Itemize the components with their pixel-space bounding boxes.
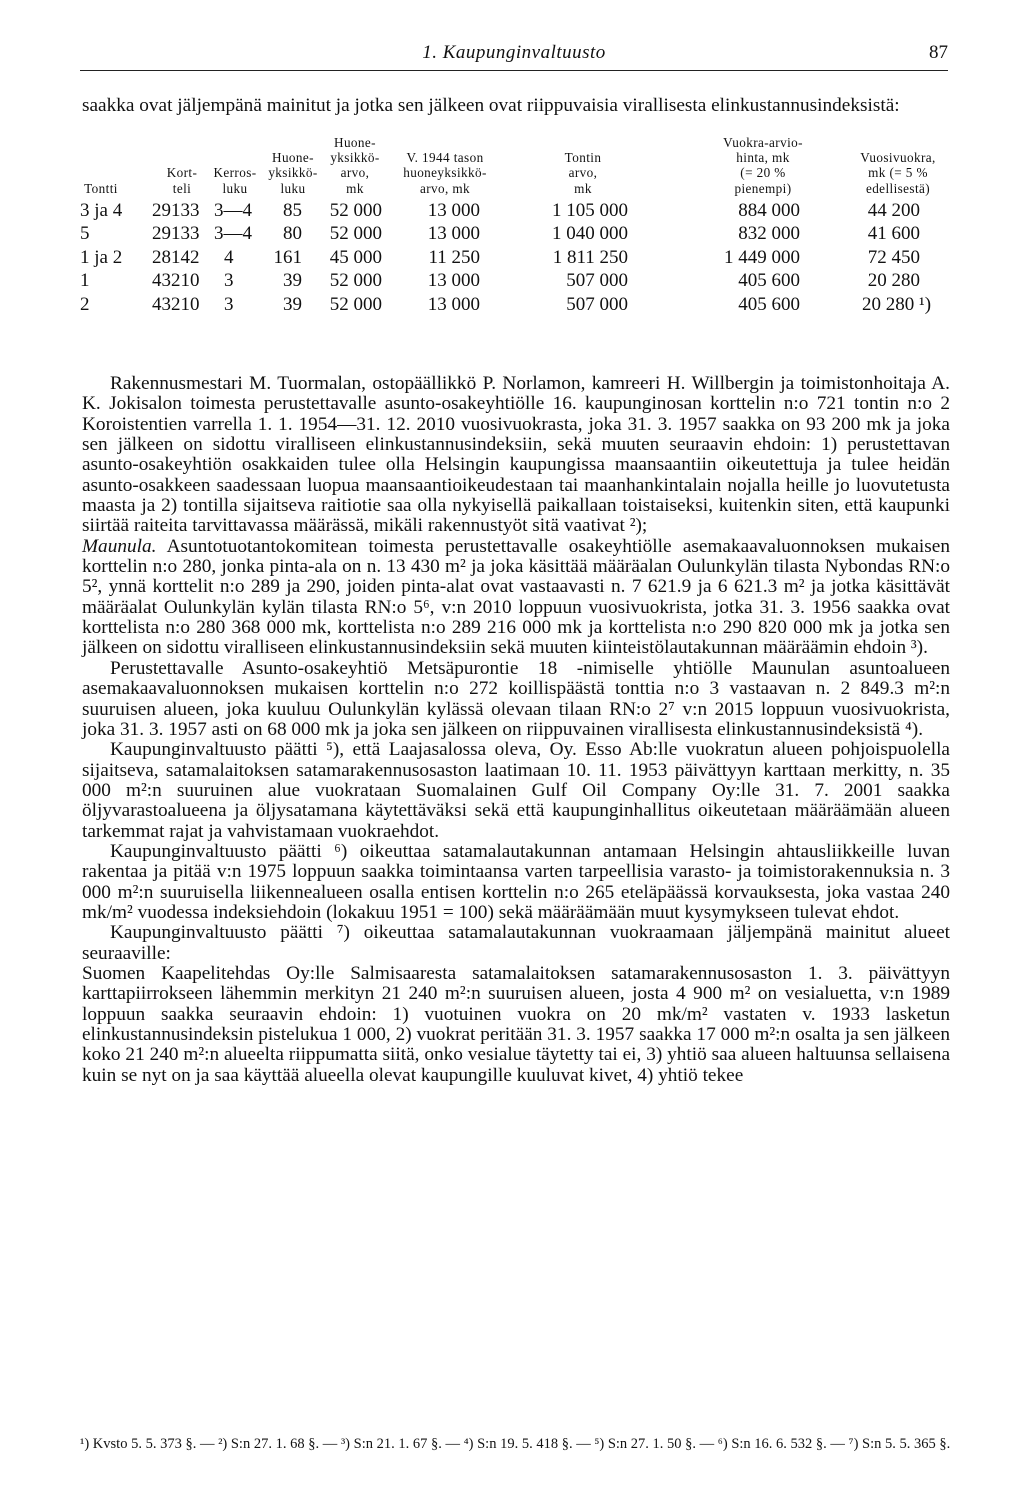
col-header-vuokra-arviohinta: Vuokra-arvio- hinta, mk (= 20 % pienempi) bbox=[723, 134, 803, 196]
cell-kortteli: 43210 bbox=[152, 293, 200, 315]
cell-vuokra-arviohinta: 405 600 bbox=[738, 270, 800, 292]
cell-vuokra-arviohinta: 1 449 000 bbox=[724, 246, 800, 268]
paragraph: Kaupunginvaltuusto päätti ⁷) oikeuttaa satamalautakunnan vuokraamaan jäljempänä mainitut alueet seuraaville: bbox=[82, 922, 950, 964]
col-header-kortteli: Kort- teli bbox=[166, 165, 198, 196]
page-number: 87 bbox=[929, 42, 948, 63]
table-row bbox=[80, 200, 952, 223]
col-header-kerrosluku: Kerros- luku bbox=[213, 165, 257, 196]
cell-huoneyksikkoluku: 39 bbox=[283, 293, 302, 315]
col-header-tontti: Tontti bbox=[84, 180, 118, 196]
cell-vuokra-arviohinta: 405 600 bbox=[738, 293, 800, 315]
cell-tontti: 5 bbox=[80, 223, 90, 245]
cell-1944-arvo: 13 000 bbox=[427, 200, 480, 221]
cell-1944-arvo: 13 000 bbox=[427, 293, 480, 315]
cell-vuosivuokra: 20 280 ¹) bbox=[862, 293, 932, 315]
cell-tontti: 1 ja 2 bbox=[80, 246, 123, 268]
cell-kerrosluku: 3—4 bbox=[214, 200, 252, 221]
col-header-1944-tason-arvo: V. 1944 tason huoneyksikkö- arvo, mk bbox=[403, 150, 487, 196]
cell-vuosivuokra: 20 280 bbox=[867, 270, 920, 292]
intro-text: saakka ovat jäljempänä mainitut ja jotka sen jälkeen ovat riippuvaisia virallisesta elinkustannusindeksistä: bbox=[82, 95, 900, 116]
cell-kortteli: 29133 bbox=[152, 223, 200, 245]
data-table bbox=[80, 200, 952, 317]
col-header-tontin-arvo: Tontin arvo, mk bbox=[564, 150, 602, 196]
cell-kortteli: 29133 bbox=[152, 200, 200, 221]
cell-kerrosluku: 4 bbox=[224, 246, 234, 268]
paragraph: Kaupunginvaltuusto päätti ⁶) oikeuttaa satamalautakunnan antamaan Helsingin ahtausliikkeille luvan rakentaa ja pitää v:n 1975 loppuun saakka toimintaansa varten tarpeellisia varasto- ja toimistorakennuksia n. 3 000 m²:n suuruisella liikennealueen osalla entisen korttelin n:o 265 eteläpäässä korvauksesta, joka vastaa 240 mk/m² vuodessa indeksiehdoin (lokakuu 1951 = 100) sekä määräämään muut kysymykseen tulevat ehdot. bbox=[82, 840, 950, 923]
cell-1944-arvo: 11 250 bbox=[428, 246, 480, 268]
cell-vuosivuokra: 72 450 bbox=[867, 246, 920, 268]
running-header bbox=[80, 40, 948, 71]
cell-kortteli: 28142 bbox=[152, 246, 200, 268]
col-header-huoneyksikkoluku: Huone- yksikkö- luku bbox=[268, 150, 318, 196]
cell-kerrosluku: 3—4 bbox=[214, 223, 252, 245]
cell-tontin-arvo: 1 040 000 bbox=[552, 223, 628, 245]
footnotes: ¹) Kvsto 5. 5. 373 §. — ²) S:n 27. 1. 68 §. — ³) S:n 21. 1. 67 §. — ⁴) S:n 19. 5. 418 §. — ⁵) S:n 27. 1. 50 §. — ⁶) S:n 16. 6. 532 §. — ⁷) S:n 5. 5. 365 §. bbox=[80, 1436, 951, 1452]
cell-huoneyksikkoarvo: 52 000 bbox=[329, 200, 382, 221]
intro-paragraph bbox=[82, 96, 950, 116]
cell-kerrosluku: 3 bbox=[224, 293, 234, 315]
main-text bbox=[82, 374, 950, 1086]
cell-huoneyksikkoluku: 161 bbox=[273, 246, 302, 268]
paragraph: Rakennusmestari M. Tuormalan, ostopäällikkö P. Norlamon, kamreeri H. Willbergin ja toimistonhoitaja A. K. Jokisalon toimesta perustettavalle asunto-osakeyhtiölle 16. kaupunginosan korttelin n:o 721 tontin n:o 2 Koroistentien varrella 1. 1. 1954—31. 12. 2010 vuosivuokrasta, joka 31. 3. 1957 saakka on 93 200 mk ja joka sen jälkeen on sidottu viralliseen elinkustannusindeksiin, sekä muuten seuraavin ehdoin: 1) perustettavan asunto-osakeyhtiön osakkaiden tulee olla Helsingin kaupungissa maansaantiin oikeutettuja ja tulee heidän asunto-osakkeen saadessaan luopua maansaantioikeudestaan tai maanhankintalain nojalla heille jo luovutetusta maasta ja 2) tontilla sijaitseva raitiotie saa olla nykyisellä paikallaan toistaiseksi, kuitenkin siten, että kaupunki siirtää raiteita tarvittavassa määrässä, mikäli rakennustyöt sitä vaativat ²); bbox=[82, 373, 950, 537]
table-row bbox=[80, 223, 952, 246]
table-row bbox=[80, 270, 952, 293]
cell-tontin-arvo: 1 105 000 bbox=[552, 200, 628, 221]
table-row bbox=[80, 294, 952, 317]
cell-1944-arvo: 13 000 bbox=[427, 223, 480, 245]
cell-vuosivuokra: 44 200 bbox=[867, 200, 920, 221]
table-row bbox=[80, 247, 952, 270]
cell-huoneyksikkoluku: 85 bbox=[283, 200, 302, 221]
cell-tontti: 1 bbox=[80, 270, 90, 292]
cell-huoneyksikkoarvo: 52 000 bbox=[329, 223, 382, 245]
paragraph: Kaupunginvaltuusto päätti ⁵), että Laajasalossa oleva, Oy. Esso Ab:lle vuokratun alueen pohjoispuolella sijaitseva, satamalaitoksen satamarakennusosaston laatimaan 10. 11. 1953 päivättyyn karttaan merkitty, n. 35 000 m²:n suuruinen alue vuokrataan Suomalainen Gulf Oil Company Oy:lle 31. 7. 2001 saakka öljyvarastoalueena ja öljysatamana käytettäväksi sekä että kaupunginhallitus oikeutetaan määräämään alueen tarkemmat rajat ja vahvistamaan vuokraehdot. bbox=[82, 739, 950, 842]
cell-vuosivuokra: 41 600 bbox=[867, 223, 920, 245]
cell-tontin-arvo: 507 000 bbox=[566, 293, 628, 315]
cell-tontti: 3 ja 4 bbox=[80, 200, 123, 221]
cell-tontti: 2 bbox=[80, 293, 90, 315]
cell-huoneyksikkoarvo: 45 000 bbox=[329, 246, 382, 268]
paragraph bbox=[82, 537, 950, 659]
cell-huoneyksikkoarvo: 52 000 bbox=[329, 270, 382, 292]
cell-tontin-arvo: 507 000 bbox=[566, 270, 628, 292]
paragraph-text: Asuntotuotantokomitean toimesta perustettavalle osakeyhtiölle asemakaavaluonnoksen mukaisen korttelin n:o 280, jonka pinta-ala on n. 13 430 m² ja joka käsittää määräalan Oulunkylän tilasta Nybondas RN:o 5², ynnä korttelit n:o 289 ja 290, joiden pinta-alat ovat vastaavasti n. 7 621.9 ja 6 621.3 m² ja jotka käsittävät määräalat Oulunkylän kylän tilasta RN:o 5⁶, v:n 2010 loppuun vuosivuokrista, jotka 31. 3. 1956 saakka ovat korttelista n:o 280 368 000 mk, korttelista n:o 289 216 000 mk ja korttelista n:o 290 820 000 mk ja jotka sen jälkeen on sidottu viralliseen elinkustannusindeksiin sekä muuten kiinteistölautakunnan määräämin ehdoin ³). bbox=[82, 535, 950, 659]
cell-tontin-arvo: 1 811 250 bbox=[552, 246, 628, 268]
paragraph: Suomen Kaapelitehdas Oy:lle Salmisaaresta satamalaitoksen satamarakennusosaston 1. 3. päivättyyn karttapiirrokseen lähemmin merkityn 21 240 m²:n suuruisen alueen, josta 4 900 m² on vesialuetta, v:n 1989 loppuun saakka seuraavin ehdoin: 1) vuotuinen vuokra on 20 mk/m² vastaten v. 1933 lasketun elinkustannusindeksin pistelukua 1 000, 2) vuokrat peritään 31. 3. 1957 saakka 17 000 m²:n osalta ja sen jälkeen koko 21 240 m²:n alueelta riippumatta siitä, onko vesialue täytetty tai ei, 3) yhtiö saa alueen haltuunsa sellaisena kuin se nyt on ja saa käyttää alueella olevat kaupungille kuuluvat kivet, 4) yhtiö tekee bbox=[82, 962, 950, 1086]
cell-huoneyksikkoluku: 80 bbox=[283, 223, 302, 245]
table-header bbox=[80, 134, 952, 196]
paragraph: Perustettavalle Asunto-osakeyhtiö Metsäpurontie 18 -nimiselle yhtiölle Maunulan asuntoalueen asemakaavaluonnoksen mukaisen korttelin n:o 272 koillispäästä tonttia n:o 3 vastaavan n. 2 849.3 m²:n suuruisen alueen, joka kuuluu Oulunkylän kylässä olevaan tilaan RN:o 2⁷ v:n 2015 loppuun vuosivuokrista, joka 31. 3. 1957 asti on 68 000 mk ja joka sen jälkeen on riippuvainen virallisesta elinkustannusindeksistä ⁴). bbox=[82, 657, 950, 740]
cell-vuokra-arviohinta: 884 000 bbox=[738, 200, 800, 221]
col-header-huoneyksikkoarvo: Huone- yksikkö- arvo, mk bbox=[330, 134, 380, 196]
running-title: 1. Kaupunginvaltuusto bbox=[422, 42, 606, 63]
cell-huoneyksikkoarvo: 52 000 bbox=[329, 293, 382, 315]
cell-huoneyksikkoluku: 39 bbox=[283, 270, 302, 292]
cell-kortteli: 43210 bbox=[152, 270, 200, 292]
place-heading: Maunula. bbox=[82, 535, 157, 557]
cell-kerrosluku: 3 bbox=[224, 270, 234, 292]
cell-1944-arvo: 13 000 bbox=[427, 270, 480, 292]
col-header-vuosivuokra: Vuosivuokra, mk (= 5 % edellisestä) bbox=[860, 150, 936, 196]
cell-vuokra-arviohinta: 832 000 bbox=[738, 223, 800, 245]
